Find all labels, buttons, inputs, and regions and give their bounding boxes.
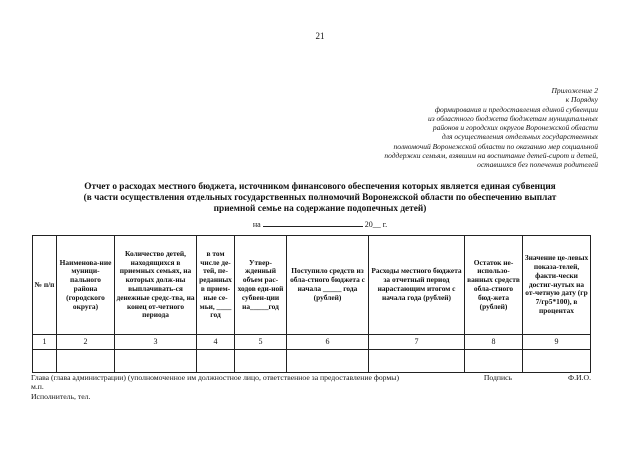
empty-cell: [523, 350, 591, 373]
appendix-line: поддержки семьям, взявшим на воспитание детей-сирот и детей,: [384, 151, 598, 161]
date-blank-field: [263, 218, 363, 227]
header-cell-received-funds: Поступило средств из обла-стного бюджета с начала _____ года (рублей): [287, 236, 369, 335]
column-number-cell: 3: [115, 335, 197, 350]
appendix-line: из областного бюджета бюджетам муниципальных: [427, 113, 598, 123]
title-line: (в части осуществления отдельных государственных полномочий Воронежской области по обеспечению выплат: [83, 193, 557, 203]
signature-row: [31, 373, 591, 382]
column-number-cell: 1: [33, 335, 57, 350]
column-number-cell: 5: [235, 335, 287, 350]
empty-cell: [465, 350, 523, 373]
header-row: [33, 236, 591, 335]
header-cell-local-expenses: Расходы местного бюджета за отчетный период нарастающим итогом с начала года (рублей): [369, 236, 465, 335]
empty-cell: [115, 350, 197, 373]
executor-label: Исполнитель, тел.: [31, 391, 91, 401]
appendix-line: для осуществления отдельных государственных: [441, 132, 598, 142]
empty-cell: [57, 350, 115, 373]
date-prefix: на: [252, 220, 261, 229]
empty-cell: [287, 350, 369, 373]
empty-cell: [235, 350, 287, 373]
report-date-line: [0, 218, 640, 229]
column-number-cell: 8: [465, 335, 523, 350]
stamp-place-label: м.п.: [31, 382, 44, 392]
appendix-line: районов и городских округов Воронежской области: [432, 123, 598, 133]
appendix-line: оставшихся без попечения родителей: [477, 160, 598, 170]
header-cell-children-count: Количество детей, находящихся в приемных семьях, на которых долж-ны выплачивать-ся денежные средс-тва, на конец от-четного периода: [115, 236, 197, 335]
appendix-line: Приложение 2: [551, 86, 598, 95]
title-line: Отчет о расходах местного бюджета, источником финансового обеспечения которых является единая субвенция: [84, 182, 556, 192]
column-number-cell: 2: [57, 335, 115, 350]
date-year: 20__ г.: [364, 220, 388, 229]
header-cell-target-indicators: Значение це-левых показа-телей, факти-чески достиг-нутых на от-четную дату (гр 7/гр5*100), в процентах: [523, 236, 591, 335]
signature-block: [31, 373, 591, 401]
column-number-cell: 6: [287, 335, 369, 350]
signature-label: Подпись: [483, 373, 513, 382]
appendix-line: формирования и предоставления единой субвенции: [434, 104, 598, 114]
column-number-row: [33, 335, 591, 350]
column-number-cell: 9: [523, 335, 591, 350]
appendix-line: полномочий Воронежской области по оказанию мер социальной: [393, 141, 598, 151]
header-cell-number: № п/п: [33, 236, 57, 335]
report-table: [32, 235, 591, 373]
empty-cell: [369, 350, 465, 373]
header-cell-unused-balance: Остаток не-использо-ванных средств обла-стного бюд-жета (рублей): [465, 236, 523, 335]
signatory-text: Глава (глава администрации) (уполномоченное им должностное лицо, ответственное за предоставление формы): [31, 373, 400, 382]
header-cell-district: Наименова-ние муници-пального района (городского округа): [57, 236, 115, 335]
appendix-block: [268, 86, 598, 170]
title-line: приемной семье на содержание подопечных детей): [213, 204, 427, 214]
header-cell-children-transferred: в том числе де-тей, пе-реданных в прием-ные се-мьи, ____ год: [197, 236, 235, 335]
report-title: [20, 182, 620, 215]
fio-label: Ф.И.О.: [568, 373, 591, 382]
column-number-cell: 4: [197, 335, 235, 350]
appendix-line: к Порядку: [565, 95, 598, 105]
column-number-cell: 7: [369, 335, 465, 350]
empty-data-row: [33, 350, 591, 373]
header-cell-approved-volume: Утвер-жденный объем рас-ходов еди-ной субвен-ции на_____год: [235, 236, 287, 335]
empty-cell: [197, 350, 235, 373]
empty-cell: [33, 350, 57, 373]
page-number: 21: [315, 31, 325, 41]
